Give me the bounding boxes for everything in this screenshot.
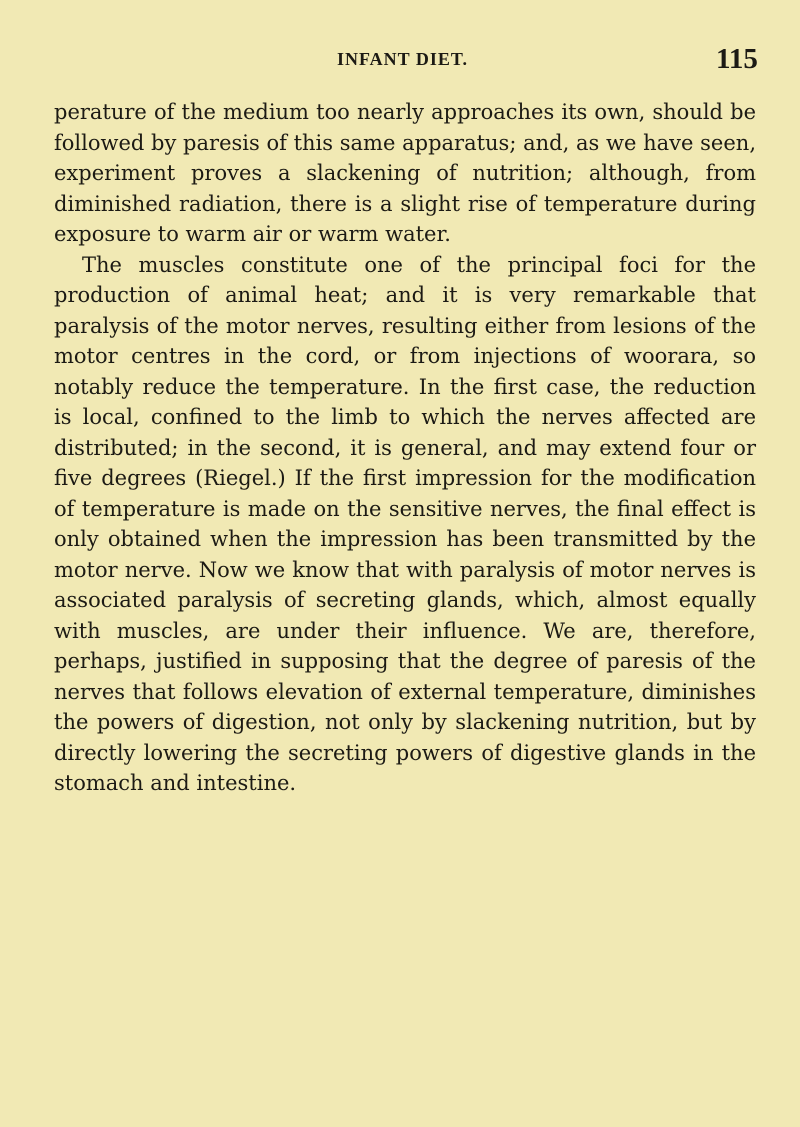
paragraph-muscles: The muscles constitute one of the principal foci for the production of animal heat; and it is very remarkable that paralysis of the motor nerves, resulting either from lesions of the motor centres in the cord, or from injections of woorara, so notably reduce the temperature. In the first case, the reduction is local, confined to the limb to which the nerves affected are distributed; in the second, it is general, and may extend four or five degrees (Riegel.) If the first impression for the modification of temperature is made on the sensitive nerves, the final effect is only obtained when the impression has been transmitted by the motor nerve. Now we know that with paralysis of motor nerves is associated paralysis of secreting glands, which, almost equally with muscles, are under their influence. We are, therefore, perhaps, justified in supposing that the degree of paresis of the nerves that follows elevation of external temperature, diminishes the powers of digestion, not only by slackening nutrition, but by directly lowering the secreting powers of digestive glands in the stomach and intestine.: [54, 252, 756, 795]
running-head: [0, 43, 800, 83]
header-title: INFANT DIET.: [337, 49, 469, 69]
body-text: [54, 97, 756, 799]
page-number: 115: [716, 43, 758, 75]
paragraph-continued: perature of the medium too nearly approaches its own, should be followed by paresis of this same apparatus; and, as we have seen, experiment proves a slackening of nutrition; although, from diminished radiation, there is a slight rise of temperature during exposure to warm air or warm water.: [54, 100, 756, 246]
